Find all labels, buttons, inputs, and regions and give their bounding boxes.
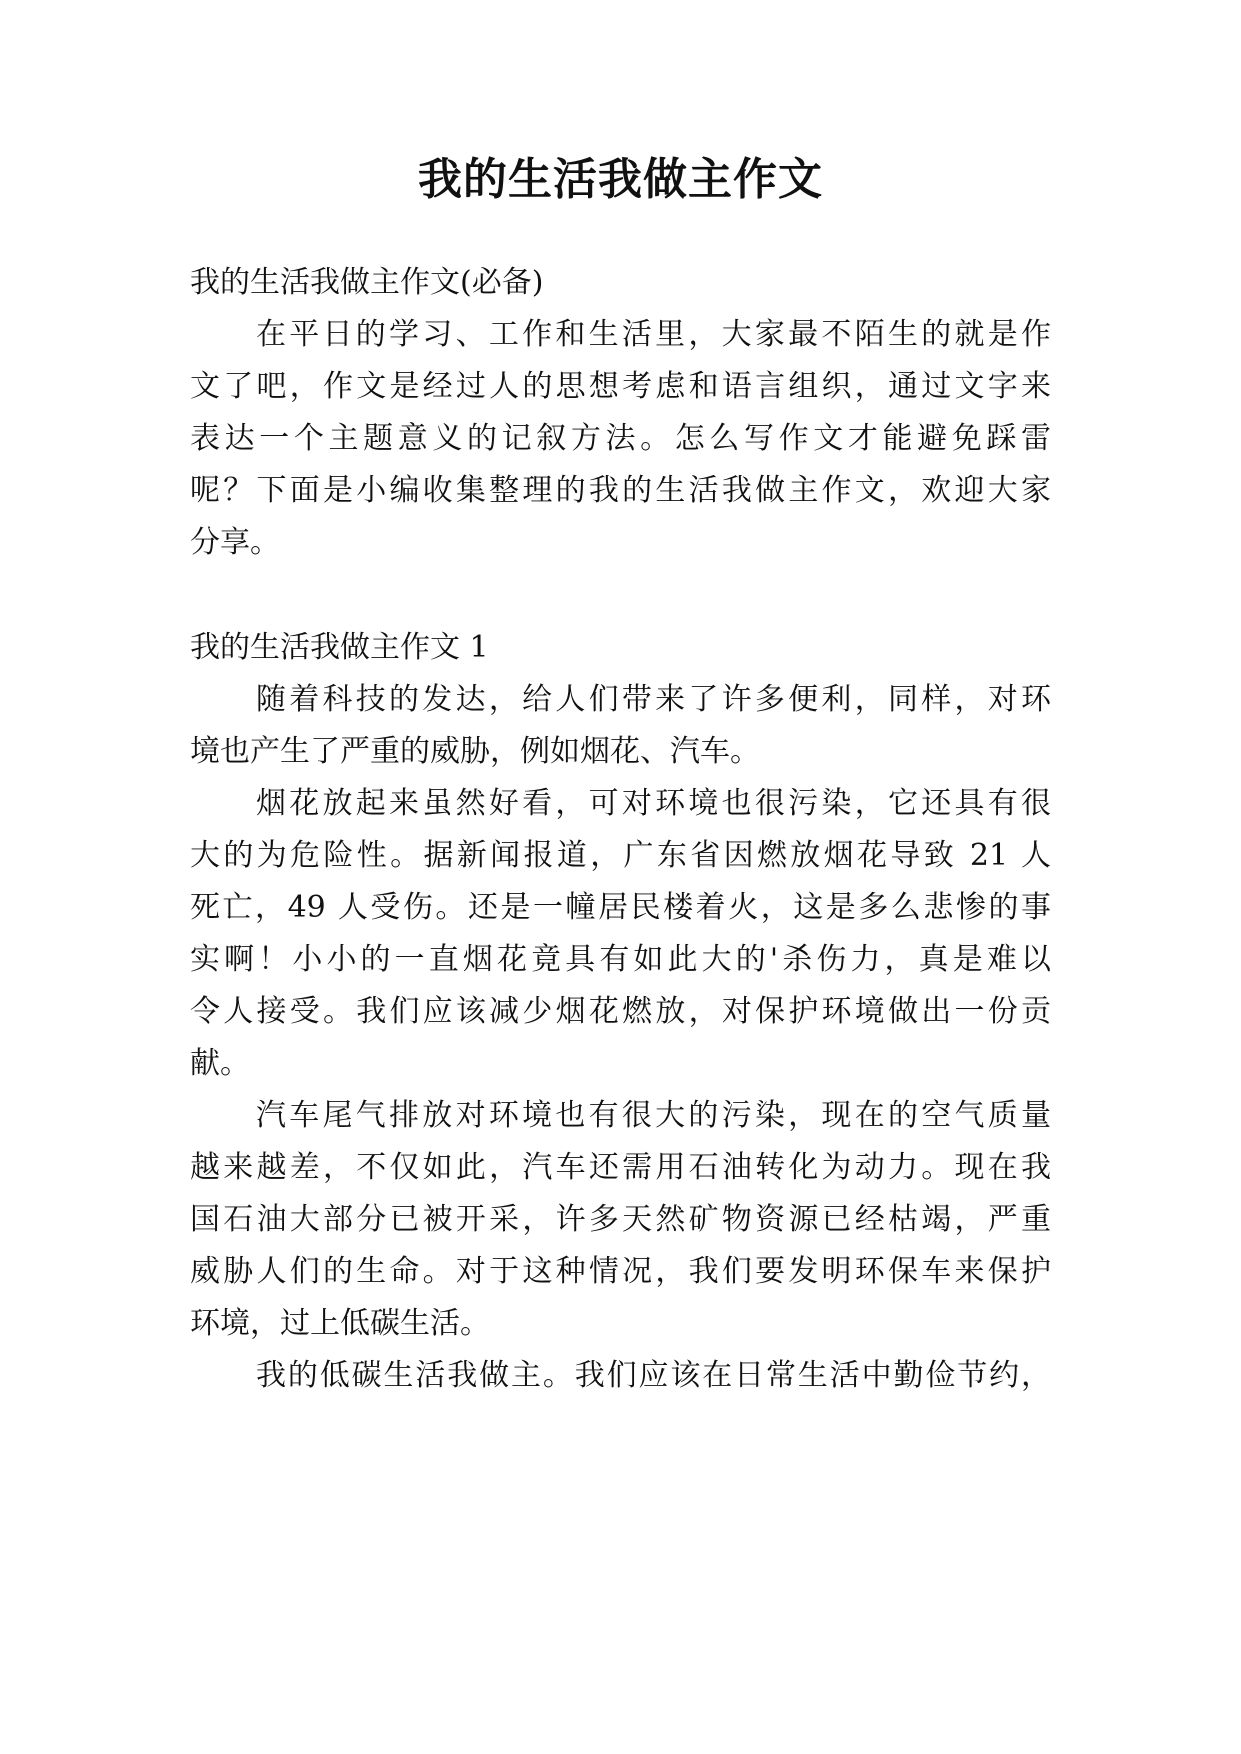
body-line: 在平日的学习、工作和生活里，大家最不陌生的就是作 <box>256 317 1051 352</box>
body-line: 随着科技的发达，给人们带来了许多便利，同样，对环 <box>256 682 1051 717</box>
body-line: 国石油大部分已被开采，许多天然矿物资源已经枯竭，严重 <box>190 1202 1051 1237</box>
body-line: 环境，过上低碳生活。 <box>190 1306 490 1341</box>
body-line: 汽车尾气排放对环境也有很大的污染，现在的空气质量 <box>256 1098 1051 1133</box>
body-line: 境也产生了严重的威胁，例如烟花、汽车。 <box>190 734 760 769</box>
body-line: 威胁人们的生命。对于这种情况，我们要发明环保车来保护 <box>190 1254 1051 1289</box>
body-line: 死亡，49 人受伤。还是一幢居民楼着火，这是多么悲惨的事 <box>190 890 1051 925</box>
body-line: 越来越差，不仅如此，汽车还需用石油转化为动力。现在我 <box>190 1150 1051 1185</box>
body-line: 呢？下面是小编收集整理的我的生活我做主作文，欢迎大家 <box>190 473 1051 508</box>
body-line: 分享。 <box>190 525 280 560</box>
body-line: 文了吧，作文是经过人的思想考虑和语言组织，通过文字来 <box>190 369 1051 404</box>
subtitle: 我的生活我做主作文(必备) <box>190 265 544 300</box>
body-line: 烟花放起来虽然好看，可对环境也很污染，它还具有很 <box>256 786 1051 821</box>
body-line: 令人接受。我们应该减少烟花燃放，对保护环境做出一份贡 <box>190 994 1051 1029</box>
body-line: 大的为危险性。据新闻报道，广东省因燃放烟花导致 21 人 <box>190 838 1051 873</box>
document-title: 我的生活我做主作文 <box>418 154 823 205</box>
section-heading: 我的生活我做主作文 1 <box>190 630 489 665</box>
body-line: 献。 <box>190 1046 250 1081</box>
body-line: 我的低碳生活我做主。我们应该在日常生活中勤俭节约， <box>256 1358 1051 1393</box>
body-line: 实啊！小小的一直烟花竟具有如此大的'杀伤力，真是难以 <box>190 942 1051 977</box>
body-line: 表达一个主题意义的记叙方法。怎么写作文才能避免踩雷 <box>190 421 1051 456</box>
